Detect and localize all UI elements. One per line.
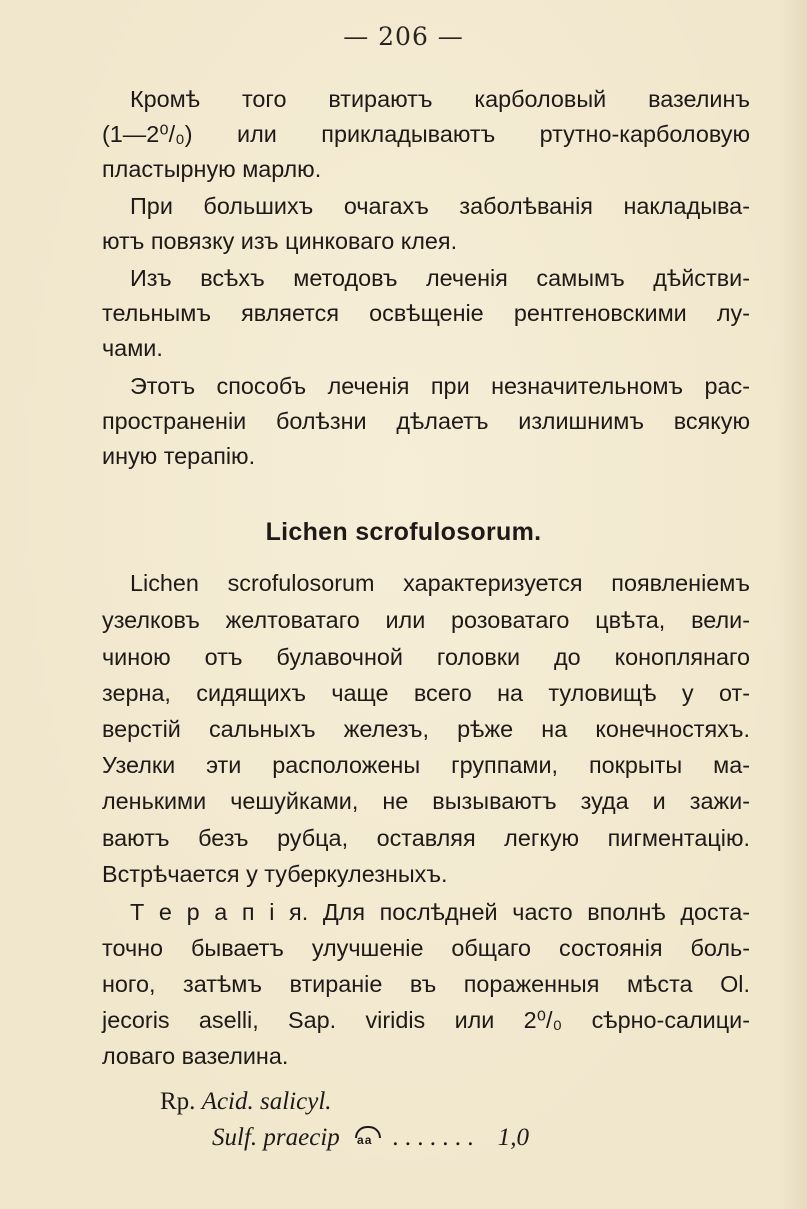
page-edge-shadow	[779, 0, 807, 1209]
ana-sign-icon	[352, 1125, 382, 1149]
prescription-line-1	[160, 1088, 332, 1116]
text-line: иную терапію.	[102, 443, 256, 469]
text-line: Встрѣчается у туберкулезныхъ.	[102, 861, 448, 887]
prescription-amount: 1,0	[497, 1124, 530, 1151]
text-line: ленькими чешуйками, не вызываютъ зуда и зажи-	[102, 788, 750, 814]
text-line: Узелки эти расположены группами, покрыты ма-	[102, 752, 750, 778]
text-line: Изъ всѣхъ методовъ леченія самымъ дѣйстви-	[130, 265, 750, 291]
text-line: чиною отъ булавочной головки до конoплянаго	[102, 644, 750, 670]
prescription-dots: . . . . . . .	[392, 1124, 474, 1151]
prescription-rp: Rp.	[160, 1088, 196, 1115]
text-line: ваютъ безъ рубца, оставляя легкую пигментацію.	[102, 825, 750, 851]
text-line: пространеніи болѣзни дѣлаетъ излишнимъ всякую	[102, 408, 750, 434]
text-line: тельнымъ является освѣщеніе рентгеновскими лу-	[102, 300, 750, 326]
prescription-ingredient-2: Sulf. praecip	[212, 1124, 340, 1151]
prescription-ingredient-1: Acid. salicyl.	[201, 1088, 332, 1115]
ana-sign-label: aa	[357, 1133, 373, 1147]
prescription-line-2	[212, 1124, 529, 1152]
text-line: Кромѣ того втираютъ карболовый вазелинъ	[130, 86, 750, 112]
text-line: Lichen scrofulosorum характеризуется появленіемъ	[130, 570, 750, 596]
text-line: jecoris aselli, Sap. viridis или 2⁰/₀ сѣрно-салици-	[102, 1007, 750, 1033]
text-line: Этотъ способъ леченія при незначительномъ рас-	[130, 373, 750, 399]
text-line: зерна, сидящихъ чаще всего на туловищѣ у от-	[102, 680, 750, 706]
text-line: (1—2⁰/₀) или прикладываютъ ртутно-карболовую	[102, 121, 750, 147]
text-line: Т е р а п і я. Для послѣдней часто вполнѣ доста-	[130, 899, 750, 925]
text-line: При большихъ очагахъ заболѣванія накладыва-	[130, 193, 750, 219]
text-line: ловаго вазелина.	[102, 1043, 289, 1069]
text-line: пластырную марлю.	[102, 156, 322, 182]
page-number: — 206 —	[343, 22, 464, 51]
text-line: верстій сальныхъ железъ, рѣже на конечностяхъ.	[102, 716, 750, 742]
section-heading: Lichen scrofulosorum.	[265, 518, 542, 546]
text-line: чами.	[102, 335, 163, 361]
text-line: точно бываетъ улучшеніе общаго состоянія боль-	[102, 935, 750, 961]
text-line: ютъ повязку изъ цинковаго клея.	[102, 228, 458, 254]
text-line: узелковъ желтоватаго или розоватаго цвѣта, вели-	[102, 607, 750, 633]
text-line: ного, затѣмъ втираніе въ пораженныя мѣста Ol.	[102, 971, 750, 997]
